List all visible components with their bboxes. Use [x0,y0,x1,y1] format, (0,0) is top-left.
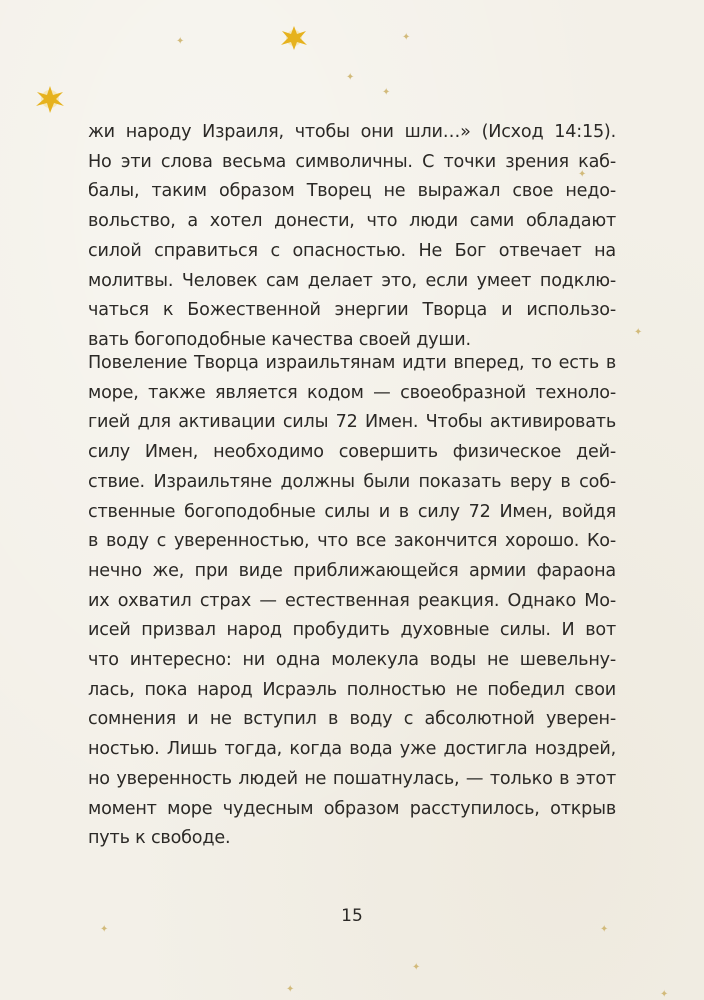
sparkle-icon: ✦ [176,36,185,47]
sparkle-icon: ✦ [600,924,609,935]
text-line: лась, пока народ Исраэль полностью не победил свои [88,679,616,700]
gold-star-icon [30,82,70,116]
sparkle-icon: ✦ [286,984,295,995]
paragraph [88,118,616,356]
text-line: чаться к Божественной энергии Творца и использо- [88,300,616,321]
sparkle-icon: ✦ [100,924,109,935]
text-line: молитвы. Человек сам делает это, если умеет подклю- [88,270,616,291]
text-line: путь к свободе. [88,828,231,849]
text-line: силу Имен, необходимо совершить физическое дей- [88,442,616,463]
text-line: что интересно: ни одна молекула воды не шевельну- [88,650,616,671]
text-line: вольство, а хотел донести, что люди сами обладают [88,211,616,232]
sparkle-icon: ✦ [578,169,587,180]
text-line: море, также является кодом — своеобразной техноло- [88,382,616,403]
text-line: но уверенность людей не пошатнулась, — только в этот [88,768,616,789]
text-line: вать богоподобные качества своей души. [88,329,471,350]
text-line: силой справиться с опасностью. Не Бог отвечает на [88,240,616,261]
sparkle-icon: ✦ [346,72,355,83]
text-line: момент море чудесным образом расступилось, открыв [88,798,616,819]
text-line: гией для активации силы 72 Имен. Чтобы активировать [88,412,616,433]
text-line: жи народу Израиля, чтобы они шли…» (Исход 14:15). [88,122,616,142]
text-line: нечно же, при виде приближающейся армии фараона [88,560,616,581]
sparkle-icon: ✦ [402,32,411,43]
text-line: их охватил страх — естественная реакция. Однако Мо- [88,590,616,611]
sparkle-icon: ✦ [660,989,669,1000]
sparkle-icon: ✦ [634,327,643,338]
gold-star-icon [274,23,314,53]
paragraph [88,349,616,854]
text-line: Повеление Творца израильтянам идти вперед, то есть в [88,353,616,373]
sparkle-icon: ✦ [382,87,391,98]
text-line: ностью. Лишь тогда, когда вода уже достигла ноздрей, [88,739,616,760]
text-line: балы, таким образом Творец не выражал свое недо- [88,181,616,202]
text-line: сомнения и не вступил в воду с абсолютной уверен- [88,709,616,730]
text-line: ствие. Израильтяне должны были показать веру в соб- [88,471,616,492]
sparkle-icon: ✦ [412,962,421,973]
text-line: Но эти слова весьма символичны. С точки зрения каб- [88,151,616,172]
text-line: ственные богоподобные силы и в силу 72 Имен, войдя [88,501,616,522]
page-number: 15 [341,906,363,926]
text-line: в воду с уверенностью, что все закончится хорошо. Ко- [88,531,616,552]
text-line: исей призвал народ пробудить духовные силы. И вот [88,620,616,641]
